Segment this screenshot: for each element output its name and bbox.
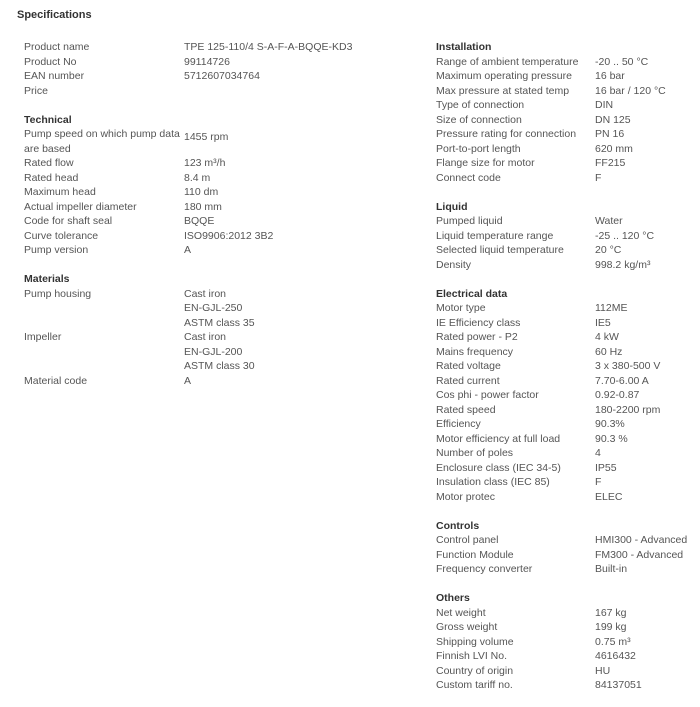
spec-value: 3 x 380-500 V <box>595 360 661 372</box>
spec-row <box>436 606 696 621</box>
spec-label: Type of connection <box>436 99 525 111</box>
section-title: Technical <box>24 113 72 126</box>
section-title: Installation <box>436 41 492 53</box>
section-title: Materials <box>24 273 70 285</box>
spec-label: Pressure rating for connection <box>436 128 577 140</box>
spec-value: IP55 <box>595 461 617 474</box>
spec-row <box>436 156 696 171</box>
spec-label: Mains frequency <box>436 345 514 358</box>
spec-value: F <box>595 171 602 184</box>
spec-label: Rated power - P2 <box>436 331 518 343</box>
spec-label: Product No <box>24 55 77 68</box>
spec-label: EAN number <box>24 70 85 82</box>
installation-section <box>436 40 696 185</box>
spec-value: 8.4 m <box>184 171 211 184</box>
spec-row <box>24 156 394 171</box>
spec-value-line: ASTM class 35 <box>184 316 255 329</box>
section-title: Liquid <box>436 200 468 213</box>
spec-value: 0.92-0.87 <box>595 389 640 401</box>
spec-label: Rated speed <box>436 403 496 416</box>
spec-label: Rated head <box>24 171 79 184</box>
spec-label: Custom tariff no. <box>436 679 513 691</box>
spec-row <box>24 171 394 186</box>
spec-label: Enclosure class (IEC 34-5) <box>436 461 561 474</box>
spec-label: Net weight <box>436 606 486 619</box>
spec-label: Number of poles <box>436 447 514 459</box>
spec-row <box>436 301 696 316</box>
left-column <box>24 40 394 403</box>
spec-value: 20 °C <box>595 244 622 256</box>
spec-value: 620 mm <box>595 142 633 155</box>
spec-row <box>436 475 696 490</box>
spec-row-ean <box>24 69 394 84</box>
controls-section <box>436 519 696 577</box>
spec-value: HMI300 - Advanced <box>595 534 688 546</box>
right-column <box>436 40 696 707</box>
spec-label: Rated current <box>436 374 500 387</box>
spec-label: Code for shaft seal <box>24 215 113 227</box>
spec-row <box>436 678 696 693</box>
spec-label: Pumped liquid <box>436 215 503 227</box>
spec-value: 0.75 m³ <box>595 635 631 648</box>
spec-label: Finnish LVI No. <box>436 650 508 662</box>
spec-row <box>436 55 696 70</box>
spec-label: Pump version <box>24 244 89 256</box>
spec-value: 90.3 % <box>595 432 628 445</box>
spec-value <box>184 287 255 331</box>
spec-row <box>436 374 696 389</box>
spec-row <box>24 127 394 156</box>
spec-value: A <box>184 244 192 256</box>
spec-label: Liquid temperature range <box>436 229 554 242</box>
spec-label: Control panel <box>436 534 499 546</box>
spec-row <box>436 330 696 345</box>
spec-label: Pump speed on which pump data are based <box>24 128 180 155</box>
spec-row <box>24 185 394 200</box>
spec-row <box>436 229 696 244</box>
spec-row <box>436 316 696 331</box>
spec-label: Frequency converter <box>436 563 533 575</box>
spec-value: -25 .. 120 °C <box>595 229 655 242</box>
spec-row <box>436 142 696 157</box>
spec-value: 84137051 <box>595 679 642 691</box>
spec-label: Motor protec <box>436 490 495 503</box>
spec-label: Max pressure at stated temp <box>436 84 570 97</box>
spec-row <box>436 403 696 418</box>
spec-label: Selected liquid temperature <box>436 244 564 256</box>
spec-row-product-name <box>24 40 394 55</box>
spec-label: Impeller <box>24 331 62 343</box>
spec-row <box>24 374 394 389</box>
spec-value-line: Cast iron <box>184 287 227 300</box>
page-title: Specifications <box>17 9 92 21</box>
electrical-section <box>436 287 696 505</box>
spec-value: ELEC <box>595 490 623 503</box>
spec-value-line: A <box>184 374 192 387</box>
spec-row <box>436 84 696 99</box>
spec-label: Rated flow <box>24 157 74 169</box>
spec-value: 99114726 <box>184 55 230 68</box>
spec-row <box>436 345 696 360</box>
spec-label: Function Module <box>436 548 514 561</box>
spec-value: 7.70-6.00 A <box>595 374 649 387</box>
spec-row <box>436 171 696 186</box>
spec-row <box>436 113 696 128</box>
spec-value: 180-2200 rpm <box>595 403 661 416</box>
spec-row <box>436 258 696 273</box>
spec-label: Shipping volume <box>436 635 514 648</box>
spec-row <box>24 200 394 215</box>
spec-row <box>24 287 394 331</box>
spec-value: 60 Hz <box>595 345 623 358</box>
spec-value: 4 kW <box>595 331 619 343</box>
spec-label: Maximum operating pressure <box>436 70 572 82</box>
spec-label: Country of origin <box>436 664 514 677</box>
spec-row <box>436 432 696 447</box>
spec-value: FM300 - Advanced <box>595 548 684 561</box>
spec-value <box>184 330 255 374</box>
spec-value: 1455 rpm <box>184 131 229 143</box>
spec-label: IE Efficiency class <box>436 316 521 329</box>
spec-label: Range of ambient temperature <box>436 55 579 68</box>
spec-row <box>24 330 394 374</box>
spec-row-product-no <box>24 55 394 70</box>
spec-value: 167 kg <box>595 606 627 619</box>
spec-value: -20 .. 50 °C <box>595 55 649 68</box>
section-title: Electrical data <box>436 287 508 300</box>
spec-row <box>436 127 696 142</box>
spec-row <box>436 388 696 403</box>
spec-value: 5712607034764 <box>184 70 260 82</box>
spec-label: Size of connection <box>436 113 522 126</box>
spec-value: 123 m³/h <box>184 157 226 169</box>
spec-value-line: EN-GJL-200 <box>184 345 243 358</box>
spec-value: ISO9906:2012 3B2 <box>184 229 274 242</box>
spec-row <box>436 620 696 635</box>
spec-row <box>436 359 696 374</box>
spec-row-price <box>24 84 394 99</box>
spec-value: Water <box>595 215 623 227</box>
spec-row <box>436 533 696 548</box>
spec-value: 110 dm <box>184 186 219 198</box>
spec-value: BQQE <box>184 215 215 227</box>
materials-section <box>24 272 394 388</box>
spec-value: Built-in <box>595 563 628 575</box>
spec-value: 16 bar / 120 °C <box>595 84 666 97</box>
spec-value: 16 bar <box>595 70 625 82</box>
spec-value-line: Cast iron <box>184 331 227 343</box>
spec-value-line: ASTM class 30 <box>184 360 255 372</box>
spec-value: 998.2 kg/m³ <box>595 258 651 271</box>
technical-section <box>24 113 394 258</box>
spec-row <box>436 98 696 113</box>
spec-label: Price <box>24 84 48 97</box>
spec-row <box>436 461 696 476</box>
spec-value: 4616432 <box>595 650 636 662</box>
others-section <box>436 591 696 693</box>
spec-value: 199 kg <box>595 621 627 633</box>
spec-label: Efficiency <box>436 418 481 430</box>
spec-label: Density <box>436 258 472 271</box>
spec-row <box>24 229 394 244</box>
spec-value: FF215 <box>595 157 626 169</box>
spec-row <box>436 664 696 679</box>
general-section <box>24 40 394 98</box>
spec-value: TPE 125-110/4 S-A-F-A-BQQE-KD3 <box>184 41 353 53</box>
spec-label: Product name <box>24 41 90 53</box>
spec-row <box>24 243 394 258</box>
spec-row <box>436 635 696 650</box>
spec-label: Port-to-port length <box>436 142 521 155</box>
spec-label: Motor efficiency at full load <box>436 432 561 445</box>
spec-row <box>436 243 696 258</box>
spec-row <box>436 490 696 505</box>
spec-value-line: EN-GJL-250 <box>184 302 243 314</box>
spec-value: PN 16 <box>595 128 625 140</box>
spec-label: Motor type <box>436 302 486 314</box>
spec-row <box>436 69 696 84</box>
spec-row <box>436 214 696 229</box>
spec-value: 112ME <box>595 302 628 314</box>
spec-value: DIN <box>595 99 614 111</box>
spec-label: Curve tolerance <box>24 229 99 242</box>
spec-value <box>184 374 191 389</box>
spec-value: IE5 <box>595 316 611 329</box>
spec-value: 4 <box>595 447 601 459</box>
spec-value: DN 125 <box>595 113 631 126</box>
spec-label: Actual impeller diameter <box>24 200 137 213</box>
liquid-section <box>436 200 696 273</box>
spec-label: Insulation class (IEC 85) <box>436 476 550 488</box>
spec-label: Connect code <box>436 171 501 184</box>
spec-row <box>436 417 696 432</box>
spec-label: Gross weight <box>436 621 498 633</box>
spec-label: Pump housing <box>24 287 92 300</box>
spec-label: Maximum head <box>24 186 96 198</box>
spec-label: Cos phi - power factor <box>436 389 539 401</box>
spec-value: HU <box>595 664 611 677</box>
spec-label: Rated voltage <box>436 360 501 372</box>
spec-value: F <box>595 476 602 488</box>
spec-value: 90.3% <box>595 418 625 430</box>
spec-row <box>436 548 696 563</box>
spec-label: Flange size for motor <box>436 157 535 169</box>
spec-value: 180 mm <box>184 200 222 213</box>
spec-row <box>436 562 696 577</box>
spec-row <box>436 446 696 461</box>
section-title: Controls <box>436 519 480 532</box>
section-title: Others <box>436 592 470 604</box>
spec-row <box>24 214 394 229</box>
spec-label: Material code <box>24 374 88 387</box>
spec-row <box>436 649 696 664</box>
